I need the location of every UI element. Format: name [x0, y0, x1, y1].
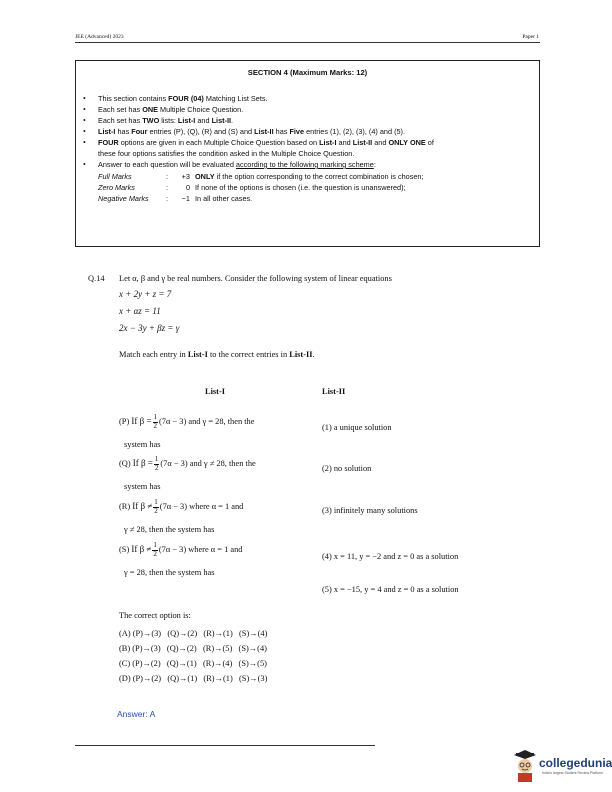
list1-rest: and γ = 28, then the — [186, 416, 255, 426]
list2-item-5: (5) x = −15, y = 4 and z = 0 as a solution — [322, 585, 459, 594]
option-a[interactable]: (A) (P)→(3) (Q)→(2) (R)→(1) (S)→(4) — [119, 629, 268, 638]
bullet-part: FOUR (04) — [168, 94, 204, 103]
list1-rest: where α = 1 and — [187, 501, 244, 511]
marking-desc — [195, 182, 406, 193]
options-intro: The correct option is: — [119, 611, 191, 620]
bullet-part: List-II — [352, 138, 373, 147]
list1-item-p — [119, 414, 254, 430]
list1-item-q — [119, 456, 256, 472]
marking-sep: : — [166, 172, 169, 181]
list2-item-2: (2) no solution — [322, 464, 372, 473]
list1-line2: system has — [124, 440, 161, 449]
footer-rule — [75, 745, 375, 746]
bullet-part: TWO — [142, 116, 160, 125]
list1-line2: system has — [124, 482, 161, 491]
section-title: SECTION 4 (Maximum Marks: 12) — [247, 68, 368, 77]
fraction-denominator: 2 — [154, 506, 158, 515]
bullet-part: Five — [289, 127, 305, 136]
fraction-numerator: 1 — [154, 498, 158, 506]
bullet-part: List-I — [319, 138, 337, 147]
marking-desc — [195, 193, 252, 204]
bullet-part: options are given in each Multiple Choice Question based on — [118, 138, 320, 147]
bullet-text — [98, 115, 233, 126]
bullet-part: these four options satisfies the condition asked in the Multiple Choice Question. — [98, 149, 355, 158]
bullet-part: and — [195, 116, 212, 125]
marking-label: Full Marks — [98, 172, 132, 181]
match-instruction — [119, 350, 315, 359]
bullet-text — [98, 93, 268, 104]
list2-item-3: (3) infinitely many solutions — [322, 506, 418, 515]
bullet-part: . — [231, 116, 234, 125]
bullet-dot: • — [83, 138, 86, 147]
bullet-dot: • — [83, 160, 86, 169]
fraction-denominator: 2 — [153, 421, 157, 430]
fraction — [154, 456, 160, 472]
fraction — [152, 542, 158, 558]
bullet-part: Matching List Sets. — [203, 94, 268, 103]
bullet-dot: • — [83, 105, 86, 114]
bullet-text — [98, 137, 434, 148]
bullet-part: of — [425, 138, 434, 147]
option-b[interactable]: (B) (P)→(3) (Q)→(2) (R)→(5) (S)→(4) — [119, 644, 267, 653]
bullet-part: : — [373, 160, 376, 169]
instr-list1: List-I — [187, 350, 208, 359]
bullet-part: List-I — [98, 127, 116, 136]
list2-item-1: (1) a unique solution — [322, 423, 392, 432]
equation-1: x + 2y + z = 7 — [119, 289, 172, 299]
list1-paren: (7α − 3) — [159, 501, 188, 511]
bullet-part: List-II — [211, 116, 232, 125]
list1-line2: γ ≠ 28, then the system has — [124, 525, 215, 534]
answer-label: Answer: A — [117, 709, 156, 719]
fraction — [153, 499, 159, 515]
list1-tag: (P) — [119, 416, 130, 426]
fraction-numerator: 1 — [154, 455, 159, 463]
bullet-dot: • — [83, 94, 86, 103]
list2-header: List-II — [322, 387, 346, 396]
bullet-part: and — [372, 138, 389, 147]
fraction-numerator: 1 — [153, 541, 157, 549]
bullet-text — [98, 148, 354, 159]
bullet-part: Multiple Choice Question. — [158, 105, 244, 114]
collegedunia-logo — [508, 749, 612, 789]
question-intro: Let α, β and γ be real numbers. Consider the following system of linear equations — [119, 274, 392, 283]
list1-paren: (7α − 3) — [158, 544, 187, 554]
list1-rest: and γ ≠ 28, then the — [187, 458, 256, 468]
equation-2: x + αz = 11 — [119, 306, 161, 316]
list1-rest: where α = 1 and — [186, 544, 243, 554]
marking-desc — [195, 171, 424, 182]
question-number: Q.14 — [88, 274, 105, 283]
bullet-part: Each set has — [98, 116, 143, 125]
bullet-part: ONLY ONE — [388, 138, 426, 147]
bullet-dot: • — [83, 127, 86, 136]
bullet-text — [98, 104, 243, 115]
bullet-part: lists: — [159, 116, 178, 125]
list1-paren: (7α − 3) — [160, 458, 188, 468]
header-left: JEE (Advanced) 2023 — [75, 34, 124, 40]
option-d[interactable]: (D) (P)→(2) (Q)→(1) (R)→(1) (S)→(3) — [119, 674, 268, 683]
list1-header: List-I — [205, 387, 226, 396]
bullet-part: List-I — [177, 116, 196, 125]
bullet-text — [98, 159, 376, 170]
marking-value: −1 — [181, 194, 190, 203]
marking-label: Zero Marks — [98, 183, 135, 192]
bullet-part: entries (P), (Q), (R) and (S) and — [147, 127, 255, 136]
logo-wordmark: collegedunia — [539, 756, 612, 770]
instr-mid: to the correct entries in — [207, 350, 290, 359]
list1-tag: (Q) — [119, 458, 131, 468]
bullet-part: Each set has — [98, 105, 143, 114]
bullet-part: Answer to each question will be evaluated — [98, 160, 236, 169]
list1-condition: If β ≠ — [132, 500, 153, 511]
list1-item-r — [119, 499, 243, 515]
list1-condition: If β = — [132, 457, 153, 468]
list2-item-4: (4) x = 11, y = −2 and z = 0 as a solution — [322, 552, 459, 561]
list1-condition: If β ≠ — [131, 543, 152, 554]
bullet-part: List-II — [254, 127, 274, 136]
header-rule — [75, 42, 540, 43]
marking-value: 0 — [185, 183, 190, 192]
marking-label: Negative Marks — [98, 194, 149, 203]
list1-tag: (S) — [119, 544, 130, 554]
marking-desc-text: if the option corresponding to the correct combination is chosen; — [214, 172, 424, 181]
bullet-part: according to the following marking scheme — [235, 160, 374, 169]
bullet-part: FOUR — [98, 138, 119, 147]
bullet-part: entries (1), (2), (3), (4) and (5). — [304, 127, 406, 136]
bullet-part: has — [273, 127, 290, 136]
bullet-dot: • — [83, 116, 86, 125]
fraction — [153, 414, 159, 430]
bullet-part: has — [115, 127, 132, 136]
list1-paren: (7α − 3) — [159, 416, 187, 426]
marking-desc-text: If none of the options is chosen (i.e. the question is unanswered); — [195, 183, 406, 192]
fraction-numerator: 1 — [153, 413, 157, 421]
bullet-part: Four — [131, 127, 148, 136]
list1-condition: If β = — [131, 415, 152, 426]
marking-value: +3 — [181, 172, 190, 181]
fraction-denominator: 2 — [154, 463, 159, 472]
list1-tag: (R) — [119, 501, 131, 511]
instr-end: . — [312, 350, 315, 359]
bullet-part: This section contains — [98, 94, 169, 103]
marking-sep: : — [166, 183, 169, 192]
instr-list2: List-II — [289, 350, 313, 359]
marking-sep: : — [166, 194, 169, 203]
marking-desc-bold: ONLY — [195, 172, 215, 181]
instr-pre: Match each entry in — [119, 350, 188, 359]
bullet-text — [98, 126, 405, 137]
bullet-part: and — [336, 138, 353, 147]
equation-3: 2x − 3y + βz = γ — [119, 323, 180, 333]
fraction-denominator: 2 — [153, 549, 157, 558]
marking-desc-text: In all other cases. — [195, 194, 253, 203]
option-c[interactable]: (C) (P)→(2) (Q)→(1) (R)→(4) (S)→(5) — [119, 659, 267, 668]
header-right: Paper 1 — [522, 34, 539, 40]
bullet-part: ONE — [142, 105, 159, 114]
logo-tagline: India's largest Student Review Platform — [542, 771, 603, 775]
mascot-icon — [512, 749, 538, 783]
list1-item-s — [119, 542, 242, 558]
list1-line2: γ = 28, then the system has — [124, 568, 215, 577]
